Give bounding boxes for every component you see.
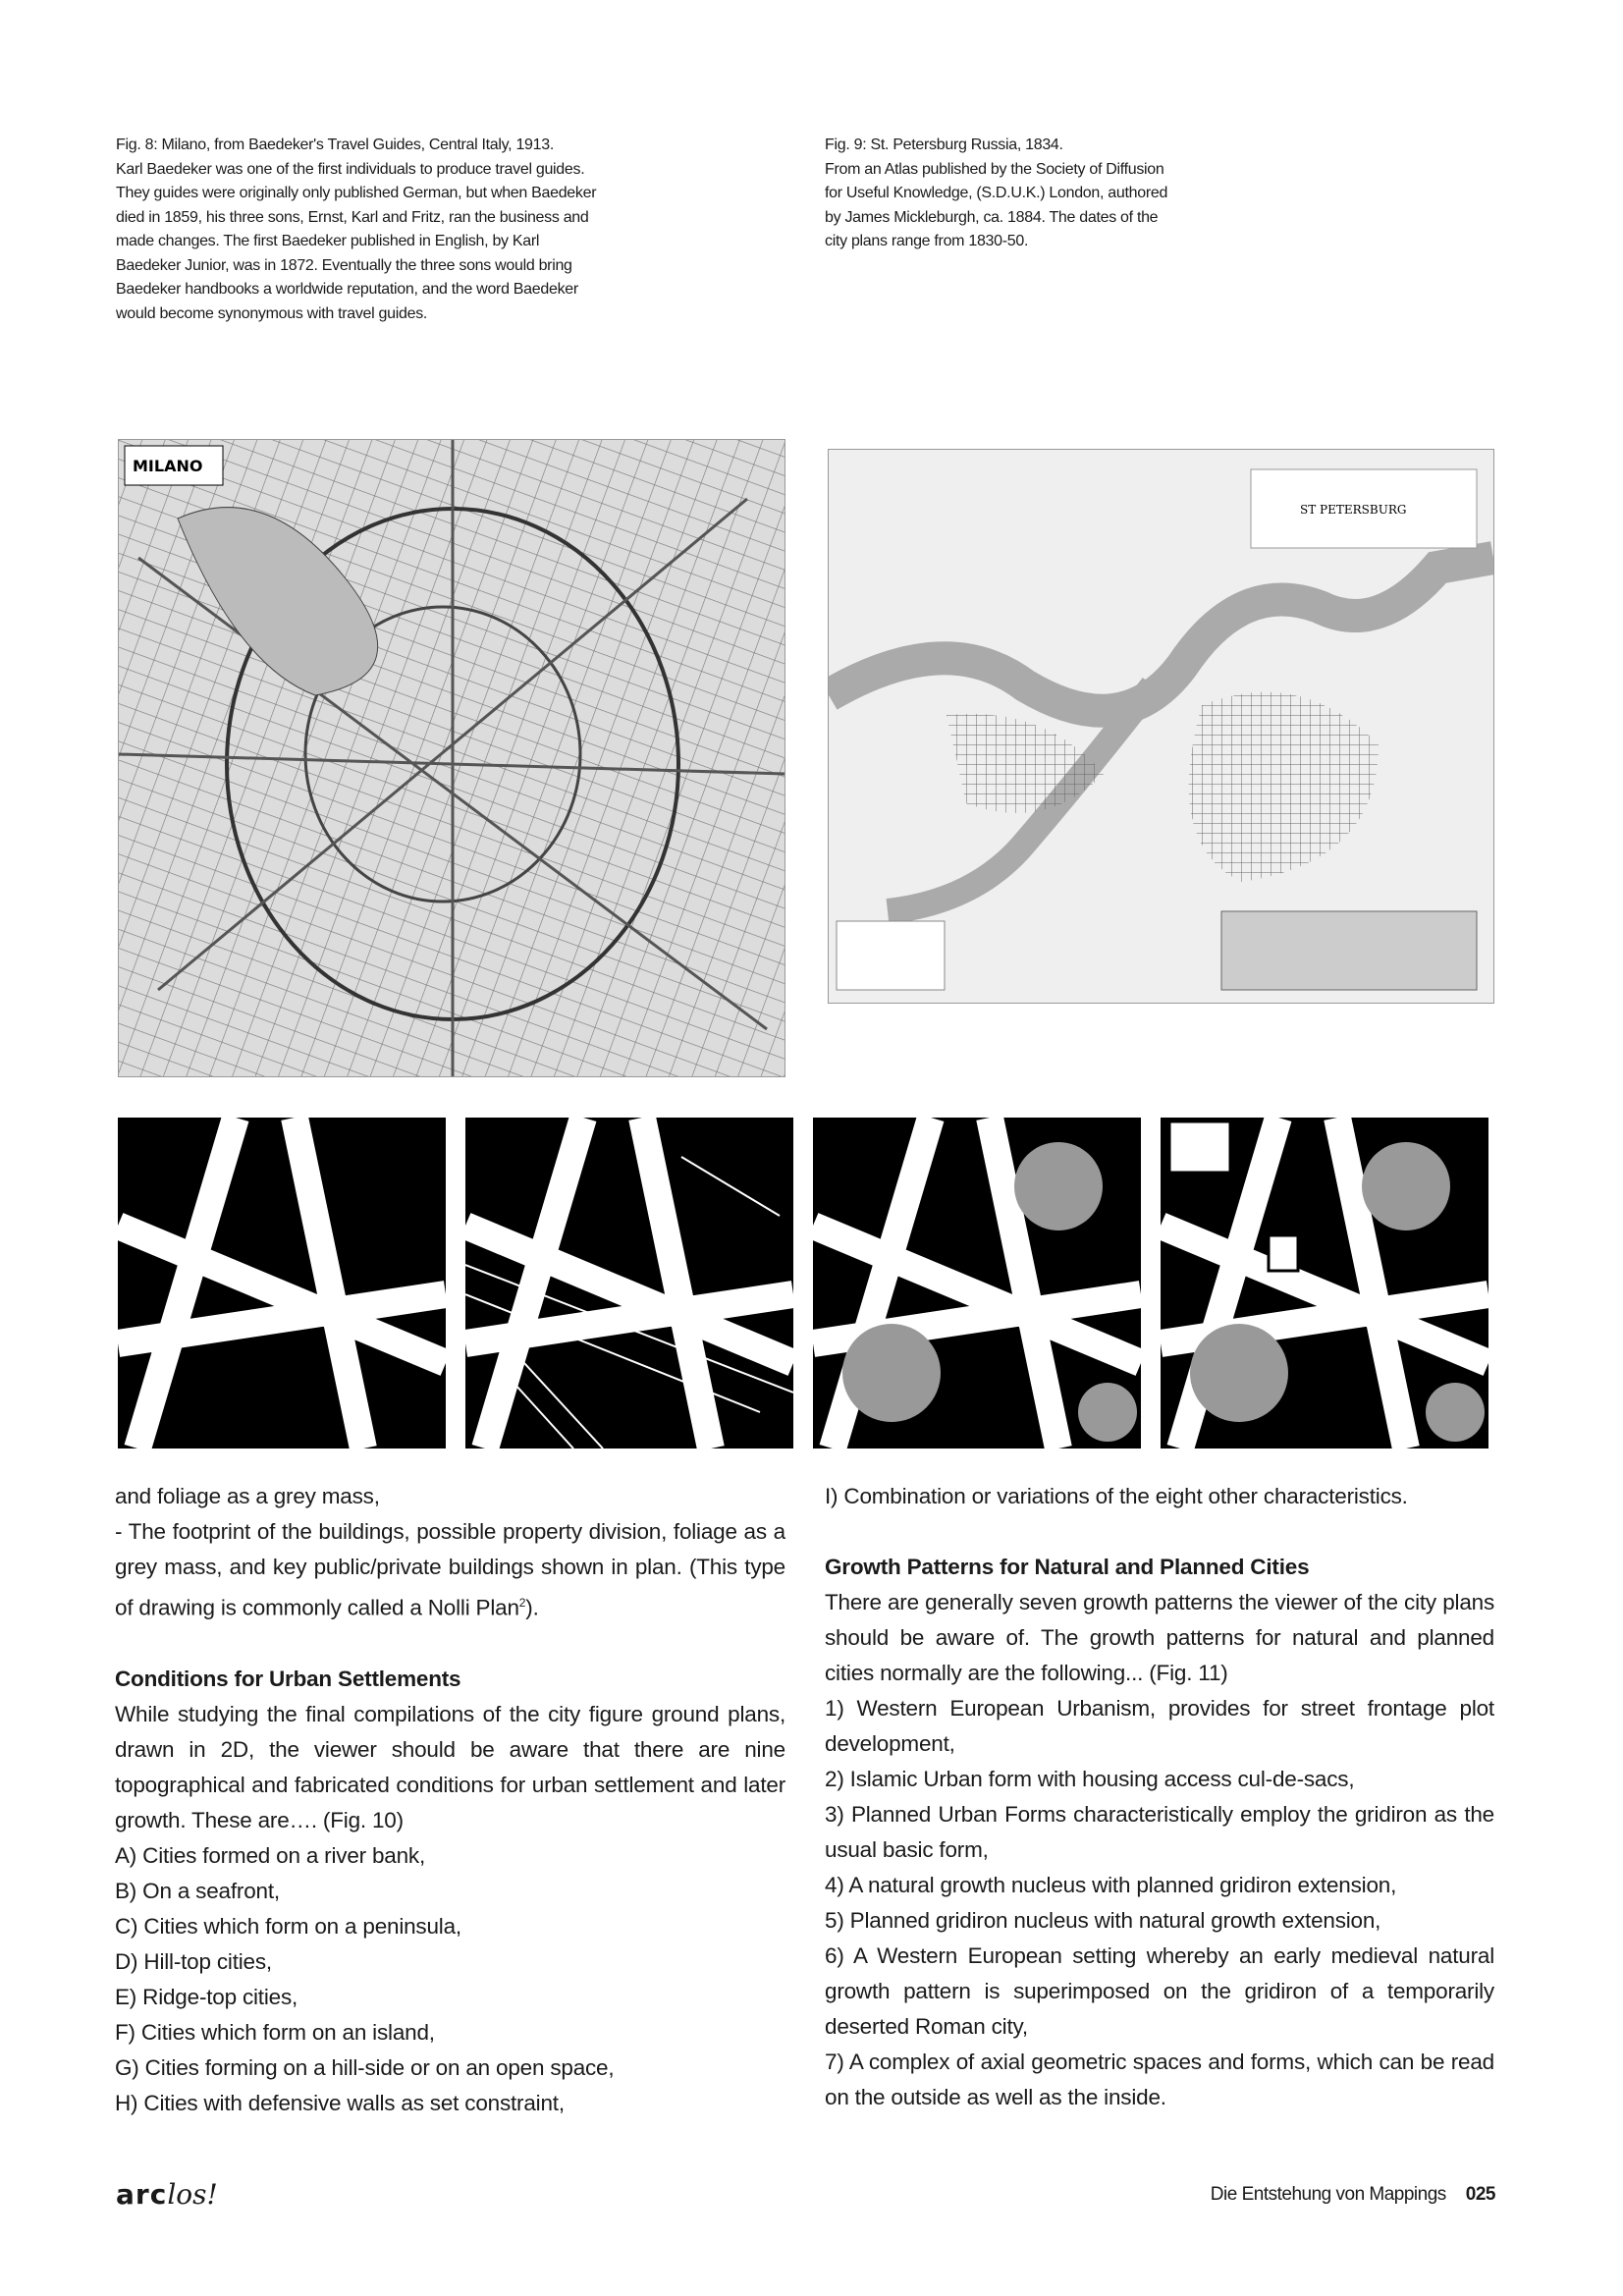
fig8-title: Fig. 8: Milano, from Baedeker's Travel Guides, Central Italy, 1913. <box>116 137 554 153</box>
footer-title: Die Entstehung von Mappings <box>1210 2184 1446 2205</box>
list-item: 2) Islamic Urban form with housing access cul-de-sacs, <box>825 1767 1355 1791</box>
st-petersburg-map-image <box>828 449 1494 1004</box>
paragraph: While studying the final compilations of the city figure ground plans, drawn in 2D, the viewer should be aware that there are nine topographical and fabricated conditions for urban settlement and later growth. These are…. (Fig. 10) <box>115 1701 785 1832</box>
figure-ground-panel-3 <box>813 1118 1141 1449</box>
running-footer <box>1211 2184 1495 2206</box>
list-item: 7) A complex of axial geometric spaces and forms, which can be read on the outside as well as the inside. <box>825 2050 1494 2109</box>
right-text-column <box>825 1479 1494 2115</box>
text: - The footprint of the buildings, possible property division, foliage as a grey mass, and key public/private buildings shown in plan. (This type of drawing is commonly called a Nolli Plan <box>115 1519 785 1620</box>
list-item: 4) A natural growth nucleus with planned gridiron extension, <box>825 1873 1397 1897</box>
figure-ground-panel-4 <box>1161 1118 1488 1449</box>
figure-ground-panel-1 <box>118 1118 446 1449</box>
list-item: 3) Planned Urban Forms characteristically employ the gridiron as the usual basic form, <box>825 1802 1494 1862</box>
page-number: 025 <box>1465 2184 1495 2205</box>
text: ). <box>525 1595 539 1620</box>
figure-ground-panel-2 <box>465 1118 793 1449</box>
milano-map-label: MILANO <box>133 457 203 475</box>
list-item: C) Cities which form on a peninsula, <box>115 1913 461 1939</box>
list-item: 1) Western European Urbanism, provides for street frontage plot development, <box>825 1696 1494 1756</box>
list-item: 6) A Western European setting whereby an early medieval natural growth pattern is superimposed on the gridiron of a temporarily deserted Roman city, <box>825 1943 1494 2039</box>
milano-map-image <box>118 439 785 1077</box>
logo-italic: los! <box>167 2178 218 2211</box>
list-item: F) Cities which form on an island, <box>115 2019 435 2045</box>
fig8-caption <box>116 134 607 326</box>
list-item: E) Ridge-top cities, <box>115 1984 298 2009</box>
paragraph-nolli <box>115 1514 785 1626</box>
section-heading: Conditions for Urban Settlements <box>115 1666 461 1691</box>
fig9-text: From an Atlas published by the Society of Diffusion for Useful Knowledge, (S.D.U.K.) London, authored by James Mickleburgh, ca. 1884. The dates of the city plans range from 1830-50. <box>825 160 1168 249</box>
logo-bold: arc <box>116 2178 168 2211</box>
list-item: A) Cities formed on a river bank, <box>115 1842 426 1868</box>
list-item: I) Combination or variations of the eight other characteristics. <box>825 1484 1408 1508</box>
list-item: D) Hill-top cities, <box>115 1948 272 1974</box>
section-heading: Growth Patterns for Natural and Planned Cities <box>825 1555 1310 1579</box>
list-item: 5) Planned gridiron nucleus with natural growth extension, <box>825 1908 1381 1933</box>
paragraph: There are generally seven growth patterns the viewer of the city plans should be aware of. The growth patterns for natural and planned cities normally are the following... (Fig. 11) <box>825 1590 1494 1685</box>
publication-logo <box>116 2178 218 2211</box>
fig9-title: Fig. 9: St. Petersburg Russia, 1834. <box>825 137 1063 153</box>
spb-map-label: ST PETERSBURG <box>1300 503 1407 517</box>
list-item: B) On a seafront, <box>115 1878 280 1903</box>
list-item: H) Cities with defensive walls as set constraint, <box>115 2090 565 2115</box>
fig8-text: Karl Baedeker was one of the first individuals to produce travel guides. They guides were originally only published German, but when Baedeker died in 1859, his three sons, Ernst, Karl and Fritz, ran the business and made changes. The first Baedeker published in English, by Karl Baedeker Junior, was in 1872. Eventually the three sons would bring Baedeker handbooks a worldwide reputation, and the word Baedeker would become synonymous with travel guides. <box>116 160 597 322</box>
paragraph: and foliage as a grey mass, <box>115 1484 380 1508</box>
left-text-column <box>115 1479 785 2121</box>
footnote-ref: 2 <box>518 1596 526 1610</box>
list-item: G) Cities forming on a hill-side or on an open space, <box>115 2054 615 2080</box>
fig9-caption <box>825 134 1178 254</box>
